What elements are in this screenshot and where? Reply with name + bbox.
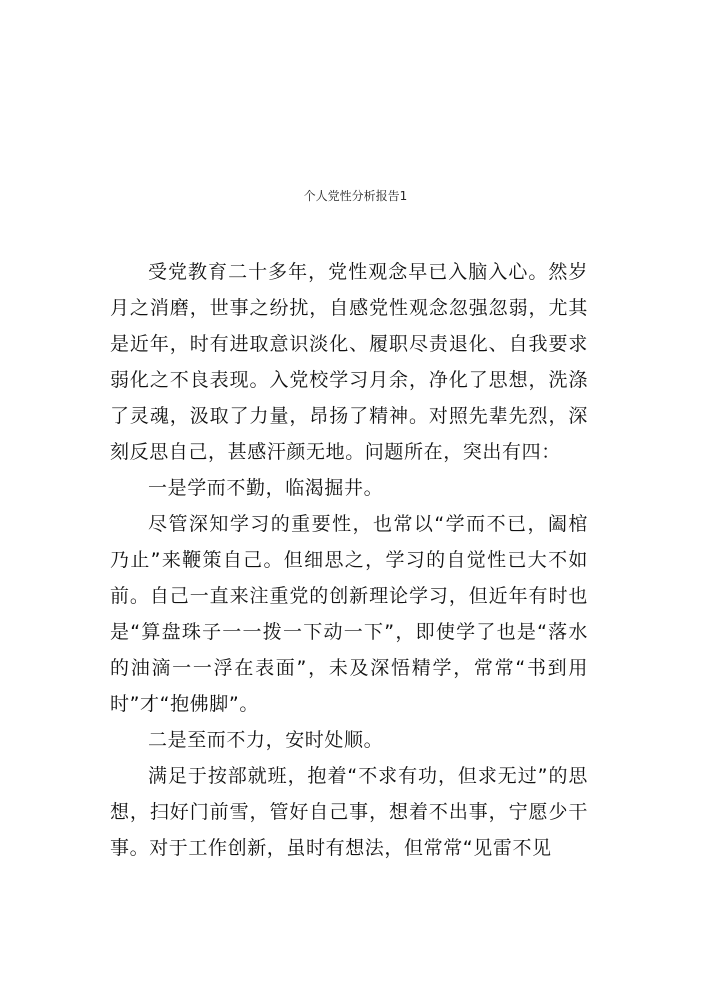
paragraph-intro: 受党教育二十多年，党性观念早已入脑入心。然岁月之消磨，世事之纷扰，自感党性观念忽强忽弱，尤其是近年，时有进取意识淡化、履职尽责退化、自我要求弱化之不良表现。入党校学习月余，净化了思想，洗涤了灵魂，汲取了力量，昂扬了精神。对照先辈先烈，深刻反思自己，甚感汗颜无地。问题所在，突出有四： bbox=[110, 261, 588, 463]
document-body bbox=[110, 254, 588, 866]
document-title: 个人党性分析报告1 bbox=[303, 189, 408, 203]
paragraph-heading-two: 二是至而不力，安时处顺。 bbox=[148, 729, 384, 751]
paragraph-heading-one: 一是学而不勤，临渴掘井。 bbox=[148, 477, 384, 499]
paragraph-two-detail: 满足于按部就班，抱着“不求有功，但求无过”的思想，扫好门前雪，管好自己事，想着不出事，宁愿少干事。对于工作创新，虽时有想法，但常常“见雷不见 bbox=[110, 765, 588, 859]
paragraph-one-detail: 尽管深知学习的重要性，也常以“学而不已，阖棺乃止”来鞭策自己。但细思之，学习的自觉性已大不如前。自己一直来注重党的创新理论学习，但近年有时也是“算盘珠子一一拨一下动一下”，即使学了也是“落水的油滴一一浮在表面”，未及深悟精学，常常“书到用时”才“抱佛脚”。 bbox=[110, 513, 588, 715]
